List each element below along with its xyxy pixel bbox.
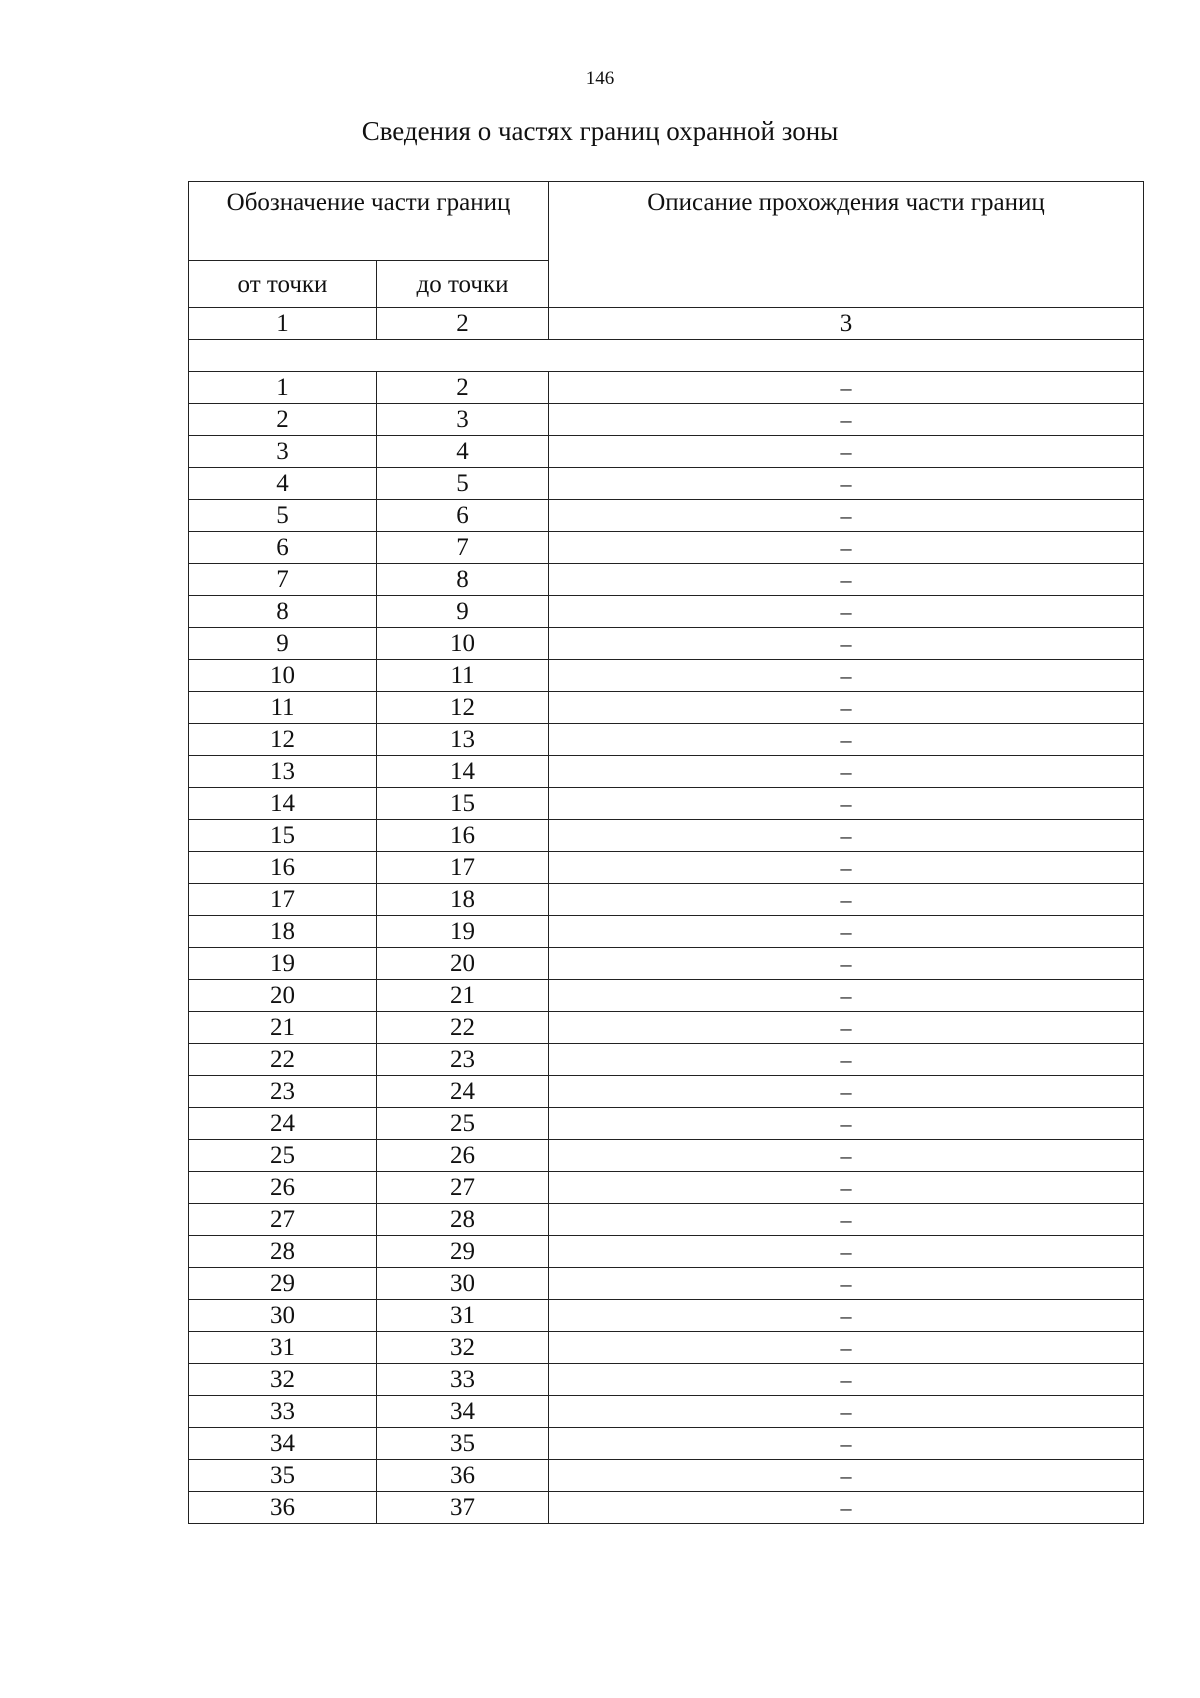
column-numbers-row: [189, 308, 1144, 340]
to-point-cell: 15: [377, 788, 549, 820]
table-row: [189, 788, 1144, 820]
table-row: [189, 1140, 1144, 1172]
to-point-cell: 14: [377, 756, 549, 788]
description-cell: –: [549, 820, 1144, 852]
from-point-cell: 15: [189, 820, 377, 852]
to-point-cell: 2: [377, 372, 549, 404]
description-cell: –: [549, 692, 1144, 724]
table-row: [189, 1204, 1144, 1236]
description-cell: –: [549, 1364, 1144, 1396]
from-point-cell: 9: [189, 628, 377, 660]
to-point-cell: 33: [377, 1364, 549, 1396]
to-point-cell: 26: [377, 1140, 549, 1172]
description-cell: –: [549, 852, 1144, 884]
from-point-cell: 35: [189, 1460, 377, 1492]
description-cell: –: [549, 564, 1144, 596]
header-boundary-description: Описание прохождения части границ: [549, 182, 1144, 308]
from-point-cell: 17: [189, 884, 377, 916]
description-cell: –: [549, 596, 1144, 628]
description-cell: –: [549, 1236, 1144, 1268]
table-row: [189, 1300, 1144, 1332]
boundary-parts-table: [188, 181, 1144, 1524]
to-point-cell: 27: [377, 1172, 549, 1204]
from-point-cell: 10: [189, 660, 377, 692]
from-point-cell: 36: [189, 1492, 377, 1524]
to-point-cell: 16: [377, 820, 549, 852]
to-point-cell: 18: [377, 884, 549, 916]
from-point-cell: 33: [189, 1396, 377, 1428]
from-point-cell: 3: [189, 436, 377, 468]
empty-cell: [189, 340, 1144, 372]
description-cell: –: [549, 1460, 1144, 1492]
table-row: [189, 724, 1144, 756]
table-row: [189, 756, 1144, 788]
from-point-cell: 16: [189, 852, 377, 884]
description-cell: –: [549, 884, 1144, 916]
table-row: [189, 436, 1144, 468]
from-point-cell: 14: [189, 788, 377, 820]
description-cell: –: [549, 372, 1144, 404]
description-cell: –: [549, 980, 1144, 1012]
from-point-cell: 7: [189, 564, 377, 596]
from-point-cell: 18: [189, 916, 377, 948]
table-row: [189, 948, 1144, 980]
to-point-cell: 3: [377, 404, 549, 436]
from-point-cell: 32: [189, 1364, 377, 1396]
from-point-cell: 22: [189, 1044, 377, 1076]
from-point-cell: 20: [189, 980, 377, 1012]
table-row: [189, 980, 1144, 1012]
from-point-cell: 5: [189, 500, 377, 532]
table-row: [189, 1076, 1144, 1108]
to-point-cell: 12: [377, 692, 549, 724]
table-row: [189, 1108, 1144, 1140]
description-cell: –: [549, 1012, 1144, 1044]
to-point-cell: 37: [377, 1492, 549, 1524]
from-point-cell: 24: [189, 1108, 377, 1140]
from-point-cell: 2: [189, 404, 377, 436]
to-point-cell: 19: [377, 916, 549, 948]
description-cell: –: [549, 724, 1144, 756]
from-point-cell: 11: [189, 692, 377, 724]
from-point-cell: 26: [189, 1172, 377, 1204]
description-cell: –: [549, 1396, 1144, 1428]
from-point-cell: 25: [189, 1140, 377, 1172]
description-cell: –: [549, 1332, 1144, 1364]
description-cell: –: [549, 916, 1144, 948]
table-row: [189, 1428, 1144, 1460]
from-point-cell: 21: [189, 1012, 377, 1044]
table-row: [189, 1364, 1144, 1396]
description-cell: –: [549, 660, 1144, 692]
header-from-point: от точки: [189, 261, 377, 308]
to-point-cell: 11: [377, 660, 549, 692]
to-point-cell: 36: [377, 1460, 549, 1492]
table-row: [189, 1460, 1144, 1492]
description-cell: –: [549, 628, 1144, 660]
to-point-cell: 28: [377, 1204, 549, 1236]
to-point-cell: 24: [377, 1076, 549, 1108]
description-cell: –: [549, 788, 1144, 820]
table-row: [189, 532, 1144, 564]
table-row: [189, 1236, 1144, 1268]
table-row: [189, 660, 1144, 692]
description-cell: –: [549, 1140, 1144, 1172]
description-cell: –: [549, 1108, 1144, 1140]
to-point-cell: 22: [377, 1012, 549, 1044]
from-point-cell: 13: [189, 756, 377, 788]
to-point-cell: 31: [377, 1300, 549, 1332]
to-point-cell: 17: [377, 852, 549, 884]
page-title: Сведения о частях границ охранной зоны: [361, 116, 839, 146]
to-point-cell: 23: [377, 1044, 549, 1076]
to-point-cell: 25: [377, 1108, 549, 1140]
description-cell: –: [549, 500, 1144, 532]
description-cell: –: [549, 436, 1144, 468]
description-cell: –: [549, 468, 1144, 500]
from-point-cell: 19: [189, 948, 377, 980]
column-number: 2: [377, 308, 549, 340]
to-point-cell: 32: [377, 1332, 549, 1364]
to-point-cell: 10: [377, 628, 549, 660]
table-row: [189, 852, 1144, 884]
description-cell: –: [549, 1204, 1144, 1236]
table-row: [189, 1268, 1144, 1300]
from-point-cell: 30: [189, 1300, 377, 1332]
to-point-cell: 35: [377, 1428, 549, 1460]
table-row: [189, 596, 1144, 628]
table-row: [189, 1492, 1144, 1524]
description-cell: –: [549, 532, 1144, 564]
description-cell: –: [549, 756, 1144, 788]
to-point-cell: 21: [377, 980, 549, 1012]
from-point-cell: 6: [189, 532, 377, 564]
header-to-point: до точки: [377, 261, 549, 308]
page-number: 146: [585, 68, 615, 89]
table-row: [189, 404, 1144, 436]
table-header-row: [189, 182, 1144, 261]
table-row: [189, 884, 1144, 916]
column-number: 1: [189, 308, 377, 340]
to-point-cell: 30: [377, 1268, 549, 1300]
to-point-cell: 8: [377, 564, 549, 596]
from-point-cell: 34: [189, 1428, 377, 1460]
description-cell: –: [549, 1428, 1144, 1460]
description-cell: –: [549, 404, 1144, 436]
description-cell: –: [549, 1172, 1144, 1204]
table-row: [189, 1332, 1144, 1364]
description-cell: –: [549, 1492, 1144, 1524]
description-cell: –: [549, 1268, 1144, 1300]
to-point-cell: 6: [377, 500, 549, 532]
table-row: [189, 500, 1144, 532]
description-cell: –: [549, 1076, 1144, 1108]
to-point-cell: 20: [377, 948, 549, 980]
header-boundary-designation: Обозначение части границ: [189, 182, 549, 261]
table-row: [189, 628, 1144, 660]
to-point-cell: 9: [377, 596, 549, 628]
from-point-cell: 8: [189, 596, 377, 628]
empty-separator-row: [189, 340, 1144, 372]
to-point-cell: 7: [377, 532, 549, 564]
from-point-cell: 29: [189, 1268, 377, 1300]
from-point-cell: 12: [189, 724, 377, 756]
from-point-cell: 4: [189, 468, 377, 500]
from-point-cell: 31: [189, 1332, 377, 1364]
description-cell: –: [549, 1300, 1144, 1332]
table-row: [189, 916, 1144, 948]
from-point-cell: 23: [189, 1076, 377, 1108]
to-point-cell: 13: [377, 724, 549, 756]
to-point-cell: 34: [377, 1396, 549, 1428]
table-row: [189, 372, 1144, 404]
table-row: [189, 564, 1144, 596]
from-point-cell: 27: [189, 1204, 377, 1236]
table-row: [189, 820, 1144, 852]
from-point-cell: 28: [189, 1236, 377, 1268]
description-cell: –: [549, 1044, 1144, 1076]
from-point-cell: 1: [189, 372, 377, 404]
table-row: [189, 1044, 1144, 1076]
to-point-cell: 29: [377, 1236, 549, 1268]
table-row: [189, 1396, 1144, 1428]
table-row: [189, 1012, 1144, 1044]
to-point-cell: 4: [377, 436, 549, 468]
table-row: [189, 1172, 1144, 1204]
table-row: [189, 468, 1144, 500]
description-cell: –: [549, 948, 1144, 980]
table-row: [189, 692, 1144, 724]
to-point-cell: 5: [377, 468, 549, 500]
column-number: 3: [549, 308, 1144, 340]
